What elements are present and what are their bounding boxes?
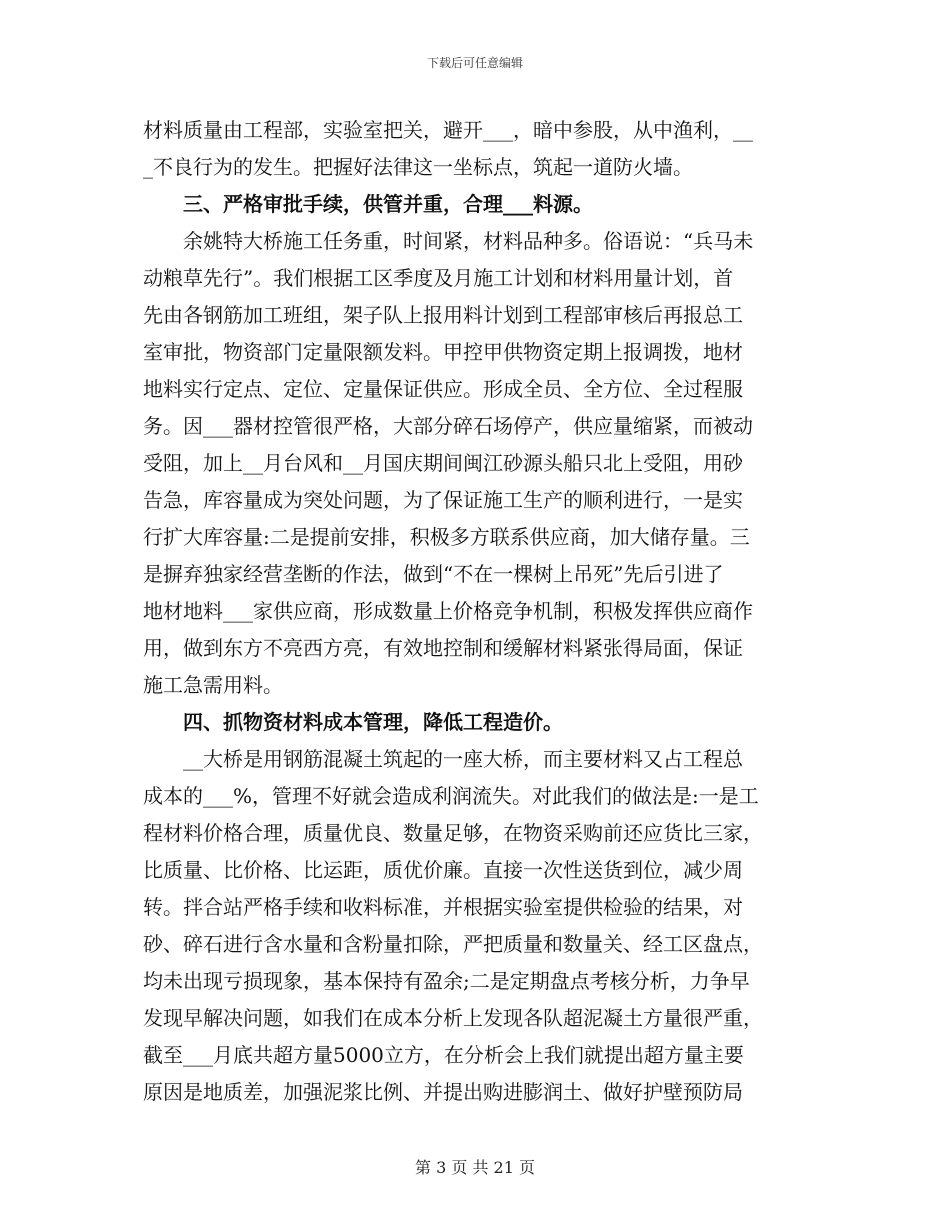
text-line: 行扩大库容量:二是提前安排，积极多方联系供应商，加大储存量。三 [143, 525, 750, 549]
section-heading: 三、严格审批手续，供管并重，合理___料源。 [143, 192, 593, 216]
text-line: 原因是地质差，加强泥浆比例、并提出购进膨润土、做好护壁预防局 [143, 1080, 743, 1104]
page-header: 下载后可任意编辑 [426, 56, 523, 70]
text-line: 成本的___%，管理不好就会造成利润流失。对此我们的做法是:一是工 [143, 784, 759, 808]
text-line: 是摒弃独家经营垄断的作法，做到“不在一棵树上吊死”先后引进了 [143, 562, 724, 586]
text-line: 务。因___器材控管很严格，大部分碎石场停产，供应量缩紧，而被动 [143, 414, 753, 438]
text-line: 比质量、比价格、比运距，质优价廉。直接一次性送货到位，减少周 [143, 858, 743, 882]
text-line: 受阻，加上__月台风和__月国庆期间闽江砂源头船只北上受阻，用砂 [143, 451, 743, 475]
text-line: 截至___月底共超方量5000立方，在分析会上我们就提出超方量主要 [143, 1043, 744, 1067]
text-line: 告急，库容量成为突处问题，为了保证施工生产的顺利进行，一是实 [143, 488, 743, 512]
text-line: 施工急需用料。 [143, 673, 283, 697]
text-line: 室审批，物资部门定量限额发料。甲控甲供物资定期上报调拨，地材 [143, 340, 743, 364]
text-line: 地材地料___家供应商，形成数量上价格竞争机制，积极发挥供应商作 [143, 599, 753, 623]
text-line: 用，做到东方不亮西方亮，有效地控制和缓解材料紧张得局面，保证 [143, 636, 743, 660]
document-body [143, 112, 809, 1111]
text-line: __大桥是用钢筋混凝土筑起的一座大桥，而主要材料又占工程总 [143, 747, 743, 771]
text-line: 余姚特大桥施工任务重，时间紧，材料品种多。俗语说：“兵马未 [143, 229, 754, 253]
page-footer: 第 3 页 共 21 页 [415, 1158, 535, 1177]
text-line: 动粮草先行”。我们根据工区季度及月施工计划和材料用量计划，首 [143, 266, 734, 290]
text-line: 转。拌合站严格手续和收料标准，并根据实验室提供检验的结果，对 [143, 895, 743, 919]
section-heading: 四、抓物资材料成本管理，降低工程造价。 [143, 710, 563, 734]
text-line: 地料实行定点、定位、定量保证供应。形成全员、全方位、全过程服 [143, 377, 743, 401]
text-line: 先由各钢筋加工班组，架子队上报用料计划到工程部审核后再报总工 [143, 303, 743, 327]
text-line: 发现早解决问题，如我们在成本分析上发现各队超泥凝土方量很严重， [143, 1006, 763, 1030]
text-line: 均未出现亏损现象，基本保持有盈余;二是定期盘点考核分析，力争早 [143, 969, 750, 993]
text-line: 材料质量由工程部，实验室把关，避开___，暗中参股，从中渔利，__ [143, 118, 753, 142]
text-line: 砂、碎石进行含水量和含粉量扣除，严把质量和数量关、经工区盘点， [143, 932, 763, 956]
text-line: _不良行为的发生。把握好法律这一坐标点，筑起一道防火墙。 [143, 155, 693, 179]
text-line: 程材料价格合理，质量优良、数量足够，在物资采购前还应货比三家， [143, 821, 763, 845]
